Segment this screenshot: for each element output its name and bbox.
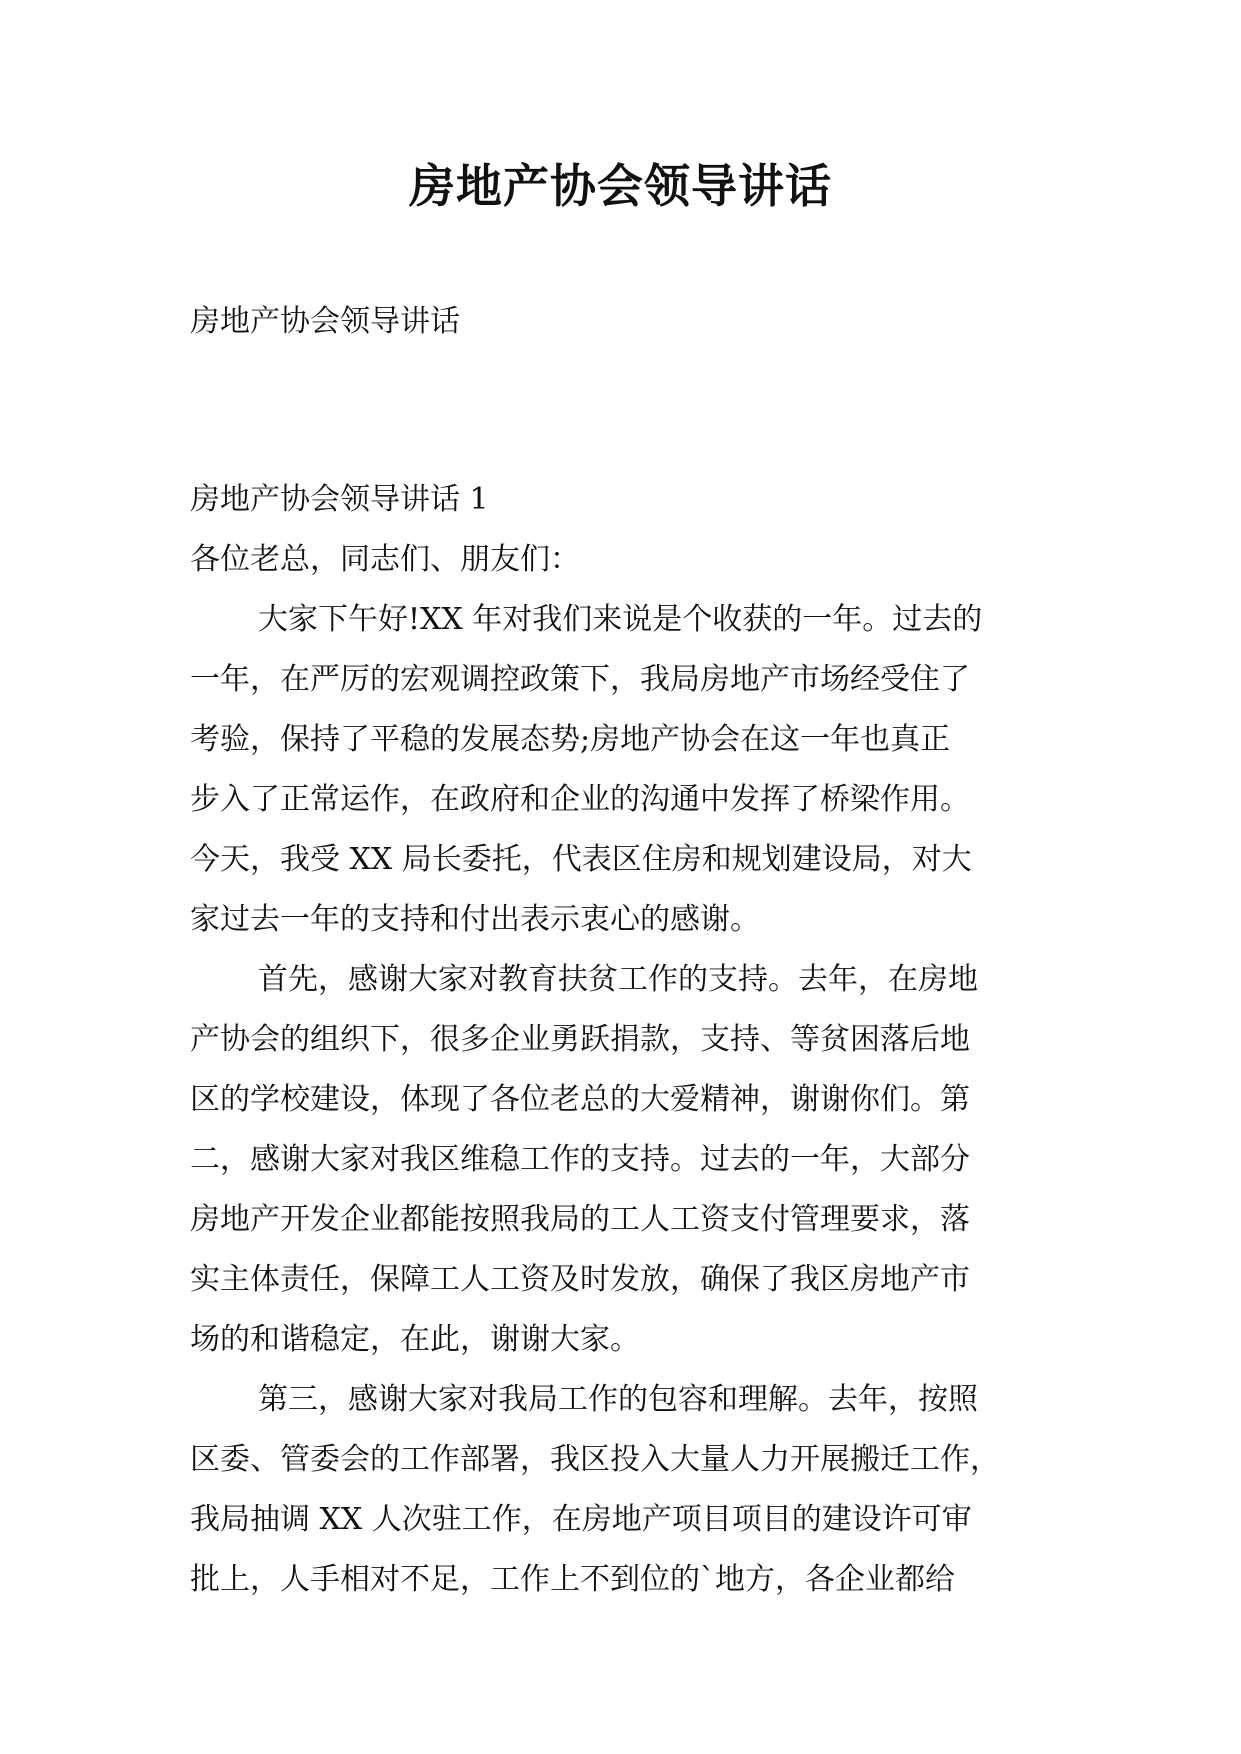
document-body xyxy=(190,470,1070,1610)
paragraph-line: 区的学校建设，体现了各位老总的大爱精神，谢谢你们。第 xyxy=(190,1082,970,1117)
paragraph-line: 场的和谐稳定，在此，谢谢大家。 xyxy=(190,1322,640,1357)
paragraph-line: 二，感谢大家对我区维稳工作的支持。过去的一年，大部分 xyxy=(190,1142,970,1177)
document-subtitle: 房地产协会领导讲话 xyxy=(190,304,460,339)
paragraph-line: 区委、管委会的工作部署，我区投入大量人力开展搬迁工作， xyxy=(190,1442,1000,1477)
paragraph-line: 批上，人手相对不足，工作上不到位的`地方，各企业都给 xyxy=(190,1562,955,1597)
paragraph-line: 今天，我受 XX 局长委托，代表区住房和规划建设局，对大 xyxy=(190,842,972,877)
greeting-line: 各位老总，同志们、朋友们： xyxy=(190,542,580,577)
paragraph-line: 产协会的组织下，很多企业勇跃捐款，支持、等贫困落后地 xyxy=(190,1022,970,1057)
section-heading: 房地产协会领导讲话 1 xyxy=(190,482,489,517)
paragraph-line: 步入了正常运作，在政府和企业的沟通中发挥了桥梁作用。 xyxy=(190,782,970,817)
paragraph-1 xyxy=(190,590,1070,950)
paragraph-3 xyxy=(190,1370,1070,1610)
paragraph-line: 家过去一年的支持和付出表示衷心的感谢。 xyxy=(190,902,760,937)
paragraph-2 xyxy=(190,950,1070,1370)
paragraph-line: 实主体责任，保障工人工资及时发放，确保了我区房地产市 xyxy=(190,1262,970,1297)
paragraph-line: 大家下午好!XX 年对我们来说是个收获的一年。过去的 xyxy=(258,602,983,637)
paragraph-line: 首先，感谢大家对教育扶贫工作的支持。去年，在房地 xyxy=(258,962,978,997)
paragraph-line: 考验，保持了平稳的发展态势;房地产协会在这一年也真正 xyxy=(190,722,951,757)
paragraph-line: 房地产开发企业都能按照我局的工人工资支付管理要求，落 xyxy=(190,1202,970,1237)
paragraph-line: 我局抽调 XX 人次驻工作，在房地产项目项目的建设许可审 xyxy=(190,1502,972,1537)
paragraph-line: 一年，在严厉的宏观调控政策下，我局房地产市场经受住了 xyxy=(190,662,970,697)
paragraph-line: 第三，感谢大家对我局工作的包容和理解。去年，按照 xyxy=(258,1382,978,1417)
document-title: 房地产协会领导讲话 xyxy=(409,159,832,213)
